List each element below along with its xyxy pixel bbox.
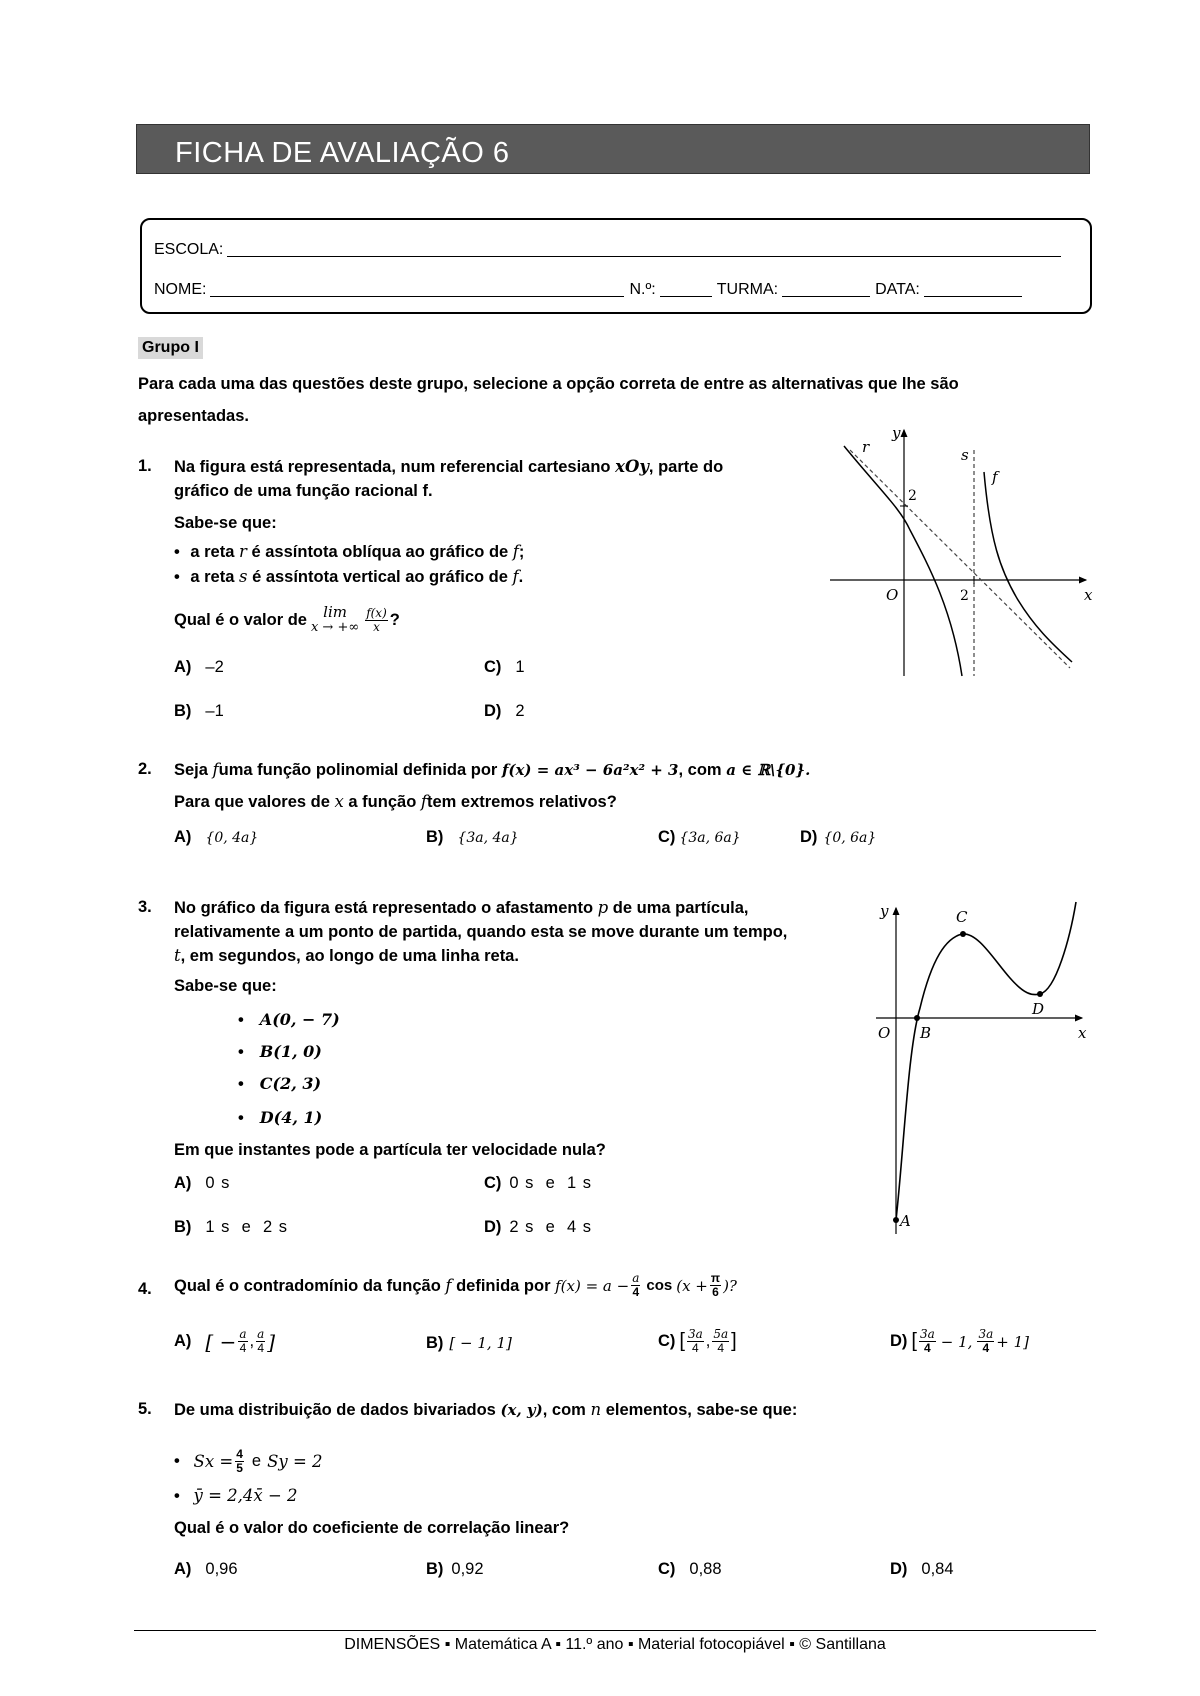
escola-field[interactable] [227,240,1061,257]
q3-option-c[interactable]: C) 0 s e 1 s [484,1174,592,1192]
q2-number: 2. [138,760,152,778]
q3-option-b[interactable]: B) 1 s e 2 s [174,1218,288,1236]
q3-d-label: D [1032,1000,1045,1018]
q5-bullet-1: • Sx = $\frac{4}{5}$ e Sy = 2 [174,1447,323,1475]
q3-origin-label: O [878,1024,891,1042]
q3-graph [870,898,1094,1238]
q3-statement: No gráfico da figura está representado o afastamento p de uma partícula, relativamente a um ponto de partida, quando esta se move durante um tempo, t, em segundos, ao longo de uma linha reta. [174,898,788,965]
q3-option-d[interactable]: D) 2 s e 4 s [484,1218,592,1236]
q1-option-b[interactable]: B) –1 [174,702,224,720]
q4-option-c[interactable]: C) [ $\frac{3a}{4}$ , $\frac{5a}{4}$ ] [658,1327,737,1355]
q1-statement: Na figura está representada, num referencial cartesiano xOy, parte do gráfico de uma função racional f. [174,457,724,500]
numero-label: N.º: [629,281,656,298]
q3-point-a: • A(0, − 7) [238,1010,340,1029]
q1-f-label: f [992,468,998,486]
q5-option-c[interactable]: C) 0,88 [658,1560,722,1578]
q2-question: Para que valores de x a função ftem extremos relativos? [174,792,617,811]
q1-curve-left [844,446,962,676]
q1-s-label: s [961,446,969,464]
header-bar [136,124,1090,174]
q2-statement: Seja fuma função polinomial definida por f(x) = ax³ − 6a²x² + 3, com a ∈ ℝ\{0}. [174,760,811,779]
turma-label: TURMA: [716,281,779,298]
student-info-box [140,218,1092,314]
q5-bullet-2: • ȳ = 2,4x̄ − 2 [174,1486,298,1505]
q3-curve [896,902,1076,1220]
q1-y-label: y [892,424,901,442]
q1-fraction: $\frac{f(x)}{x}$ [366,605,387,634]
q5-option-a[interactable]: A) 0,96 [174,1560,238,1578]
footer-divider [134,1630,1096,1631]
q3-a-label: A [900,1212,911,1230]
q1-option-a[interactable]: A) –2 [174,658,224,676]
q1-tick-y2: 2 [908,488,917,504]
q5-question: Qual é o valor do coeficiente de correlação linear? [174,1519,570,1537]
escola-row [154,240,1066,259]
q2-option-c[interactable]: C) {3a, 6a} [658,828,741,846]
q5-number: 5. [138,1400,152,1418]
q1-option-c[interactable]: C) 1 [484,658,525,676]
q3-number: 3. [138,898,152,916]
q3-known: Sabe-se que: [174,977,277,995]
q1-x-label: x [1084,586,1093,604]
q3-point-d-dot [1037,991,1043,997]
q1-number: 1. [138,457,152,475]
q3-question: Em que instantes pode a partícula ter velocidade nula? [174,1141,606,1159]
q3-point-b: • B(1, 0) [238,1042,322,1061]
data-field[interactable] [924,280,1022,297]
q1-bullet-2: • a reta s é assíntota vertical ao gráfico de f. [174,567,524,586]
page-title: FICHA DE AVALIAÇÃO 6 [175,137,510,169]
q4-statement: Qual é o contradomínio da função f definida por f(x) = a − $\frac{a}{4}$ cos (x + $\frac{\pi}{6}$ )? [174,1271,737,1299]
q3-point-c: • C(2, 3) [238,1074,322,1093]
escola-label: ESCOLA: [154,241,224,258]
q1-tick-x2: 2 [960,588,969,604]
group-instructions: Para cada uma das questões deste grupo, selecione a opção correta de entre as alternativas que lhe são apresentadas. [138,375,959,425]
turma-field[interactable] [782,280,870,297]
group-label: Grupo I [138,337,203,359]
q3-point-d: • D(4, 1) [238,1108,323,1127]
q2-option-d[interactable]: D) {0, 6a} [800,828,877,846]
q4-number: 4. [138,1280,152,1298]
q3-point-a-dot [893,1217,899,1223]
q4-option-b[interactable]: B) [ − 1, 1] [426,1334,512,1352]
q1-bullet-1: • a reta r é assíntota oblíqua ao gráfico de f; [174,542,525,561]
q2-option-b[interactable]: B) {3a, 4a} [426,828,519,846]
q3-x-label: x [1078,1024,1087,1042]
nome-label: NOME: [154,281,207,298]
q5-option-b[interactable]: B) 0,92 [426,1560,484,1578]
q1-graph [820,420,1100,680]
q3-option-a[interactable]: A) 0 s [174,1174,231,1192]
q2-option-a[interactable]: A) {0, 4a} [174,828,259,846]
q1-origin-label: O [886,586,899,604]
nome-row [154,280,1027,299]
data-label: DATA: [875,281,920,298]
q4-option-d[interactable]: D) [ $\frac{3a}{4}$ − 1, $\frac{3a}{4}$ + 1] [890,1327,1029,1355]
q3-b-label: B [920,1024,932,1042]
q1-curve-right [984,472,1072,662]
q3-c-label: C [956,908,968,926]
q3-y-label: y [880,902,889,920]
lim-symbol: lim [323,603,347,621]
nome-field[interactable] [210,280,624,297]
q3-point-b-dot [914,1015,920,1021]
q1-question: Qual é o valor de lim x → +∞ $\frac{f(x)}{x}$ ? [174,603,400,635]
q1-known: Sabe-se que: [174,514,277,532]
footer-text: DIMENSÕES ▪ Matemática A ▪ 11.º ano ▪ Material fotocopiável ▪ © Santillana [344,1636,886,1653]
lim-subscript: x → +∞ [310,620,360,635]
q4-option-a[interactable]: A) [ − $\frac{a}{4}$ , $\frac{a}{4}$ ] [174,1327,276,1355]
q1-r-label: r [862,438,870,456]
q1-option-d[interactable]: D) 2 [484,702,525,720]
numero-field[interactable] [660,280,712,297]
q3-point-c-dot [960,931,966,937]
q5-statement: De uma distribuição de dados bivariados (x, y), com n elementos, sabe-se que: [174,1400,798,1419]
q5-option-d[interactable]: D) 0,84 [890,1560,954,1578]
q1-asymptote-r [850,450,1070,668]
